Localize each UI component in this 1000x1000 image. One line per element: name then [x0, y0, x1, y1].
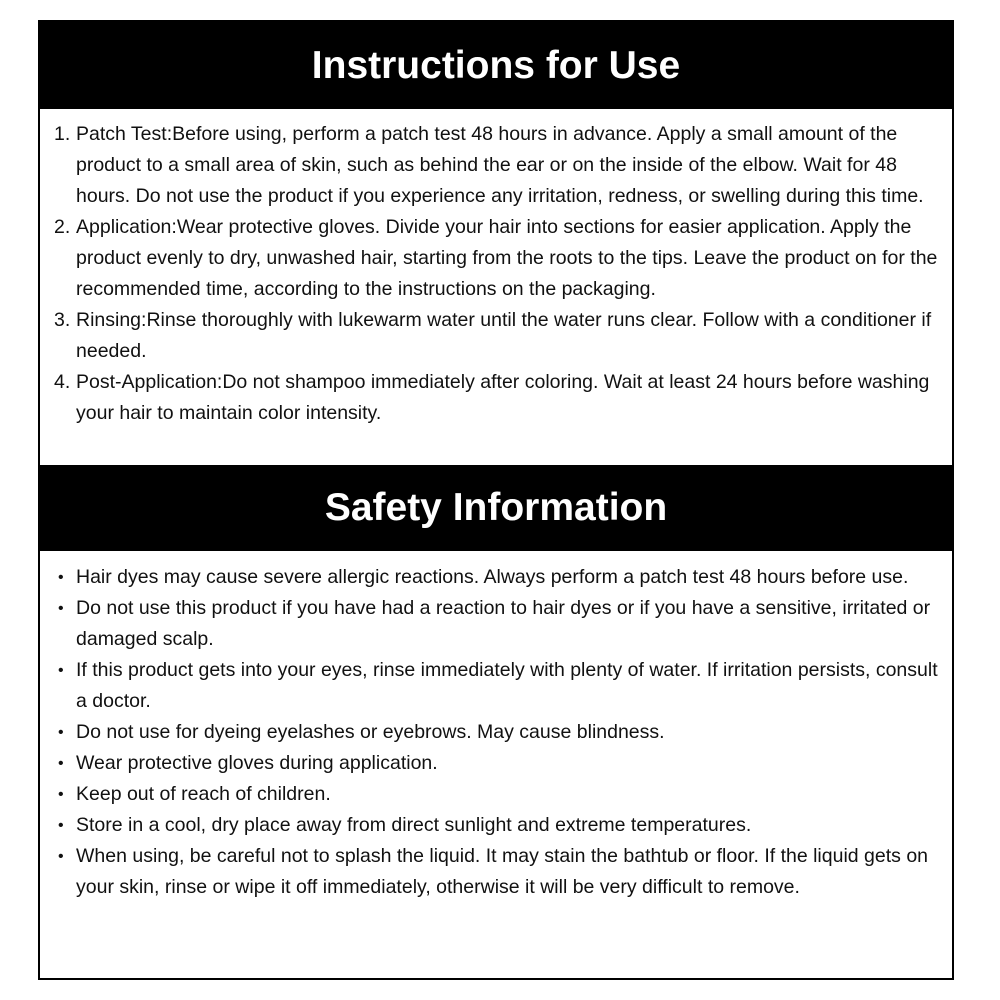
safety-text: Keep out of reach of children. [76, 783, 331, 805]
safety-section [40, 562, 952, 903]
instruction-text: Application:Wear protective gloves. Divide your hair into sections for easier application. Apply the product evenly to dry, unwashed hair, starting from the roots to the tips. Leave the product on for the recommended time, according to the instructions on the packaging. [76, 216, 938, 300]
bullet-icon: • [58, 848, 64, 865]
instructions-title: Instructions for Use [311, 43, 681, 87]
instruction-number: 1. [54, 123, 71, 145]
safety-text: When using, be careful not to splash the liquid. It may stain the bathtub or floor. If the liquid gets on your skin, rinse or wipe it off immediately, otherwise it will be very difficult to remove. [76, 845, 929, 898]
bullet-icon: • [58, 600, 64, 617]
safety-title: Safety Information [324, 486, 668, 529]
safety-item [40, 562, 952, 593]
safety-text: Do not use for dyeing eyelashes or eyebrows. May cause blindness. [76, 721, 665, 743]
instruction-text: Post-Application:Do not shampoo immediately after coloring. Wait at least 24 hours before washing your hair to maintain color intensity. [76, 371, 930, 424]
instruction-text: Rinsing:Rinse thoroughly with lukewarm water until the water runs clear. Follow with a conditioner if needed. [76, 309, 932, 362]
safety-text: Store in a cool, dry place away from direct sunlight and extreme temperatures. [76, 814, 752, 836]
instructions-header [40, 22, 952, 109]
safety-item [40, 593, 952, 655]
safety-header [40, 465, 952, 551]
safety-list [40, 562, 952, 903]
document-frame [38, 20, 954, 980]
bullet-icon: • [58, 755, 64, 772]
instruction-number: 4. [54, 371, 71, 393]
safety-item [40, 748, 952, 779]
safety-item [40, 810, 952, 841]
safety-item [40, 841, 952, 903]
safety-item [40, 779, 952, 810]
safety-text: Wear protective gloves during application. [76, 752, 438, 774]
bullet-icon: • [58, 786, 64, 803]
safety-item [40, 655, 952, 717]
instructions-list [40, 119, 952, 429]
bullet-icon: • [58, 662, 64, 679]
instruction-item [40, 305, 952, 367]
instructions-section [40, 119, 952, 429]
safety-text: If this product gets into your eyes, rinse immediately with plenty of water. If irritation persists, consult a doctor. [76, 659, 938, 712]
bullet-icon: • [58, 569, 64, 586]
instruction-item [40, 119, 952, 212]
instruction-item [40, 367, 952, 429]
safety-item [40, 717, 952, 748]
instruction-number: 2. [54, 216, 71, 238]
instruction-item [40, 212, 952, 305]
safety-text: Hair dyes may cause severe allergic reactions. Always perform a patch test 48 hours before use. [76, 566, 909, 588]
bullet-icon: • [58, 724, 64, 741]
safety-text: Do not use this product if you have had a reaction to hair dyes or if you have a sensitive, irritated or damaged scalp. [76, 597, 931, 650]
instruction-text: Patch Test:Before using, perform a patch test 48 hours in advance. Apply a small amount of the product to a small area of skin, such as behind the ear or on the inside of the elbow. Wait for 48 hours. Do not use the product if you experience any irritation, redness, or swelling during this time. [76, 123, 924, 207]
instruction-number: 3. [54, 309, 71, 331]
bullet-icon: • [58, 817, 64, 834]
